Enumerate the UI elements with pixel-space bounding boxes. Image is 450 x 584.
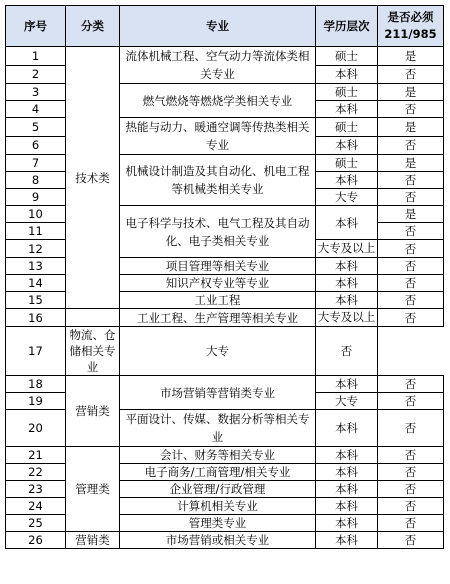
major-cell: 机械设计制造及其自动化、机电工程等机械类相关专业 [120,155,316,206]
education-cell: 本科 [316,292,378,309]
row-number: 26 [6,532,66,549]
required-cell: 否 [378,376,444,393]
major-cell: 电子科学与技术、电气工程及其自动化、电子类相关专业 [120,206,316,258]
major-cell: 工业工程、生产管理等相关专业 [120,309,316,327]
required-cell: 否 [378,189,444,206]
required-cell: 是 [378,206,444,223]
row-number: 21 [6,447,66,464]
row-number: 9 [6,189,66,206]
row-number: 13 [6,258,66,275]
major-cell: 管理类专业 [120,515,316,532]
header-category: 分类 [66,6,120,47]
education-cell: 本科 [316,481,378,498]
education-cell: 大专及以上 [316,309,378,327]
education-cell: 大专 [120,327,316,376]
education-cell: 本科 [316,410,378,447]
required-cell: 否 [378,515,444,532]
table-row [6,327,444,376]
table-row [6,532,444,549]
required-cell: 否 [378,532,444,549]
major-cell: 平面设计、传媒、数据分析等相关专业 [120,410,316,447]
major-cell: 项目管理等相关专业 [120,258,316,275]
recruitment-table [5,5,444,549]
header-major: 专业 [120,6,316,47]
row-number: 17 [6,327,66,376]
major-cell: 市场营销或相关专业 [120,532,316,549]
row-number: 22 [6,464,66,481]
major-cell: 电子商务/工商管理/相关专业 [120,464,316,481]
required-cell: 否 [378,223,444,240]
required-cell: 否 [378,65,444,84]
required-cell: 否 [378,136,444,155]
major-cell: 知识产权专业等专业 [120,275,316,292]
education-cell: 硕士 [316,118,378,137]
required-cell: 否 [378,481,444,498]
education-cell: 大专 [316,189,378,206]
row-number: 16 [6,309,66,327]
required-cell: 否 [378,240,444,258]
education-cell: 本科 [316,206,378,240]
education-cell: 本科 [316,275,378,292]
education-cell: 本科 [316,172,378,189]
row-number: 12 [6,240,66,258]
row-number: 25 [6,515,66,532]
row-number: 7 [6,155,66,172]
required-cell: 否 [378,309,444,327]
education-cell: 本科 [316,376,378,393]
category-cell: 营销类 [66,376,120,447]
row-number: 23 [6,481,66,498]
major-cell: 工业工程 [120,292,316,309]
header-education: 学历层次 [316,6,378,47]
category-cell: 管理类 [66,447,120,532]
required-cell: 是 [378,155,444,172]
required-cell: 否 [378,258,444,275]
education-cell: 大专 [316,393,378,410]
education-cell: 本科 [316,101,378,118]
education-cell: 本科 [316,136,378,155]
education-cell: 大专及以上 [316,240,378,258]
row-number: 4 [6,101,66,118]
table-row [6,47,444,66]
required-cell: 否 [378,292,444,309]
education-cell: 本科 [316,464,378,481]
row-number: 24 [6,498,66,515]
row-number: 19 [6,393,66,410]
education-cell: 本科 [316,532,378,549]
row-number: 2 [6,65,66,84]
header-required: 是否必须211/985 [378,6,444,47]
row-number: 8 [6,172,66,189]
row-number: 5 [6,118,66,137]
major-cell: 热能与动力、暖通空调等传热类相关专业 [120,118,316,155]
education-cell: 本科 [316,65,378,84]
education-cell: 硕士 [316,84,378,101]
major-cell: 流体机械工程、空气动力等流体类相关专业 [120,47,316,84]
category-cell: 技术类 [66,47,120,309]
row-number: 15 [6,292,66,309]
row-number: 1 [6,47,66,66]
category-cell: 营销类 [66,532,120,549]
education-cell: 硕士 [316,155,378,172]
row-number: 11 [6,223,66,240]
required-cell: 否 [378,447,444,464]
required-cell: 否 [378,275,444,292]
row-number: 20 [6,410,66,447]
required-cell: 否 [378,410,444,447]
education-cell: 本科 [316,515,378,532]
row-number: 6 [6,136,66,155]
required-cell: 否 [378,101,444,118]
major-cell: 会计、财务等相关专业 [120,447,316,464]
required-cell: 否 [316,327,378,376]
header-index: 序号 [6,6,66,47]
required-cell: 否 [378,464,444,481]
required-cell: 否 [378,498,444,515]
row-number: 3 [6,84,66,101]
major-cell: 企业管理/行政管理 [120,481,316,498]
row-number: 14 [6,275,66,292]
row-number: 10 [6,206,66,223]
table-row [6,376,444,393]
required-cell: 否 [378,172,444,189]
major-cell: 燃气燃烧等燃烧学类相关专业 [120,84,316,118]
row-number: 18 [6,376,66,393]
major-cell: 物流、仓储相关专业 [66,327,120,376]
required-cell: 是 [378,47,444,66]
required-cell: 是 [378,84,444,101]
major-cell: 计算机相关专业 [120,498,316,515]
education-cell: 本科 [316,498,378,515]
table-row [6,447,444,464]
required-cell: 是 [378,118,444,137]
education-cell: 硕士 [316,47,378,66]
header-row [6,6,444,47]
education-cell: 本科 [316,447,378,464]
required-cell: 否 [378,393,444,410]
major-cell: 市场营销等营销类专业 [120,376,316,410]
education-cell: 本科 [316,258,378,275]
